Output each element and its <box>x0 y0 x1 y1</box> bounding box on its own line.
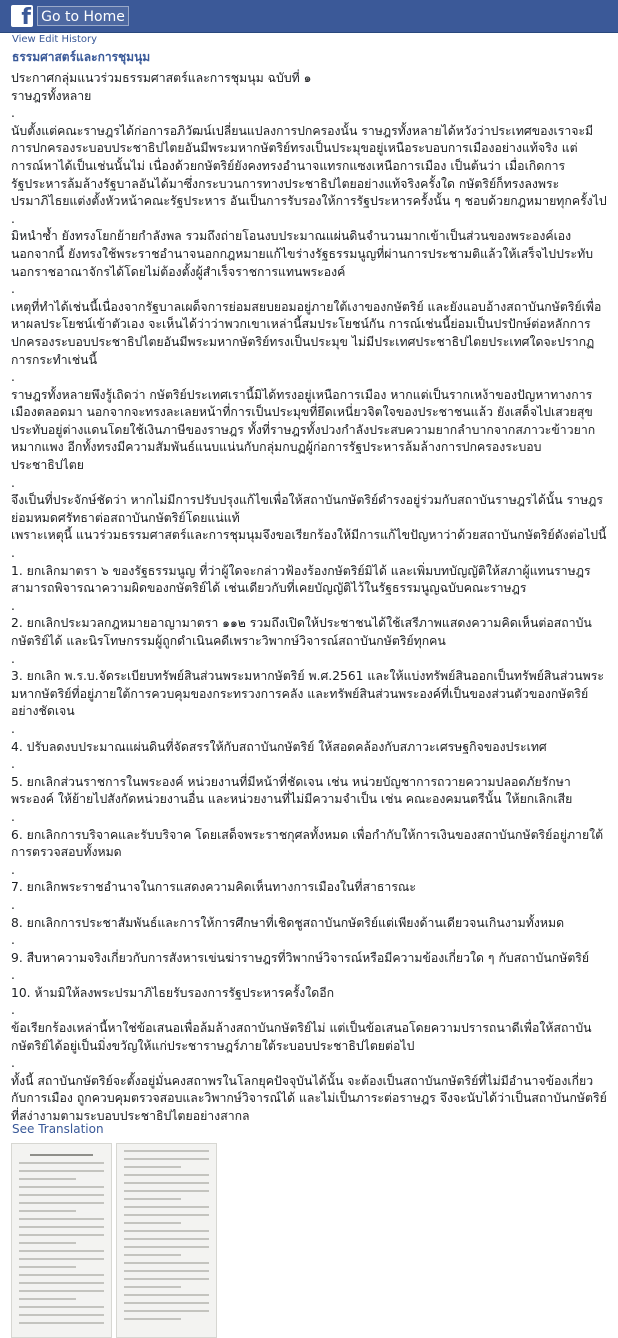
thumbnail-text-line <box>124 1174 209 1176</box>
attachment-thumbnail-2[interactable] <box>116 1143 217 1338</box>
thumbnail-text-line <box>19 1178 76 1180</box>
thumbnail-text-line <box>19 1170 104 1172</box>
thumbnail-text-line <box>124 1190 209 1192</box>
thumbnail-text-line <box>124 1294 209 1296</box>
post-paragraph: 2. ยกเลิกประมวลกฎหมายอาญามาตรา ๑๑๒ รวมถึงเปิดให้ประชาชนได้ใช้เสรีภาพแสดงความคิดเห็นต่อสถาบันกษัตริย์ได้ และนิรโทษกรรมผู้ถูกดำเนินคดีเพราะวิพากษ์วิจารณ์สถาบันกษัตริย์ทุกคน . <box>11 616 592 666</box>
thumbnail-text-line <box>124 1150 209 1152</box>
thumbnail-text-line <box>19 1314 104 1316</box>
thumbnail-text-line <box>124 1286 181 1288</box>
thumbnail-text-line <box>19 1202 104 1204</box>
post-paragraph: เหตุที่ทำได้เช่นนี้เนื่องจากรัฐบาลเผด็จการย่อมสยบยอมอยู่ภายใต้เงาของกษัตริย์ และยังแอบอ้างสถาบันกษัตริย์เพื่อหาผลประโยชน์เข้าตัวเอง จะเห็นได้ว่าว่าพวกเขาเหล่านี้สมประโยชน์กัน การณ์เช่นนี้ย่อมเป็นปรปักษ์ต่อหลักการปกครองระบอบประชาธิปไตยอันมีพระมหากษัตริย์ทรงเป็นประมุข ไม่มีประเทศประชาธิปไตยประเทศใดจะปรากฏการกระทำเช่นนี้ . <box>11 299 602 385</box>
post-body <box>11 70 607 1126</box>
thumbnail-text-line <box>19 1306 104 1308</box>
thumbnail-text-line <box>19 1290 104 1292</box>
post-paragraph: 6. ยกเลิกการบริจาคและรับบริจาค โดยเสด็จพระราชกุศลทั้งหมด เพื่อกำกับให้การเงินของสถาบันกษัตริย์อยู่ภายใต้การตรวจสอบทั้งหมด . <box>11 827 604 877</box>
thumbnail-text-line <box>19 1210 76 1212</box>
thumbnail-text-line <box>124 1182 209 1184</box>
thumbnail-text-line <box>124 1166 181 1168</box>
post-paragraph: 4. ปรับลดงบประมาณแผ่นดินที่จัดสรรให้กับสถาบันกษัตริย์ ให้สอดคล้องกับสภาวะเศรษฐกิจของประเทศ . <box>11 739 547 772</box>
thumbnail-text-line <box>124 1270 209 1272</box>
post-paragraph: ประกาศกลุ่มแนวร่วมธรรมศาสตร์และการชุมนุม ฉบับที่ ๑ ราษฎรทั้งหลาย . <box>11 71 312 121</box>
top-navigation-bar <box>0 0 618 33</box>
thumbnail-text-line <box>19 1274 104 1276</box>
thumbnail-text-line <box>124 1222 181 1224</box>
post-paragraph: ทั้งนี้ สถาบันกษัตริย์จะตั้งอยู่มั่นคงสถาพรในโลกยุคปัจจุบันได้นั้น จะต้องเป็นสถาบันกษัตริย์ที่ไม่มีอำนาจข้องเกี่ยวกับการเมือง ถูกควบคุมตรวจสอบและวิพากษ์วิจารณ์ได้ และไม่เป็นภาระต่อราษฎร จึงจะนับได้ว่าเป็นสถาบันกษัตริย์ที่สง่างามตามระบอบประชาธิปไตยอย่างสากล <box>11 1073 607 1124</box>
facebook-logo-icon[interactable]: f <box>11 5 33 27</box>
thumbnail-text-line <box>124 1262 209 1264</box>
thumbnail-text-line <box>124 1206 209 1208</box>
attachment-thumbnail-1[interactable] <box>11 1143 112 1338</box>
thumbnail-text-line <box>124 1246 209 1248</box>
post-paragraph: 3. ยกเลิก พ.ร.บ.จัดระเบียบทรัพย์สินส่วนพระมหากษัตริย์ พ.ศ.2561 และให้แบ่งทรัพย์สินออกเป็นทรัพย์สินส่วนพระมหากษัตริย์ที่อยู่ภายใต้การควบคุมของกระทรวงการคลัง และทรัพย์สินส่วนพระองค์ที่เป็นของส่วนตัวของกษัตริย์อย่างชัดเจน . <box>11 669 604 736</box>
thumbnail-text-line <box>19 1298 76 1300</box>
thumbnail-text-line <box>19 1226 104 1228</box>
post-paragraph: นับตั้งแต่คณะราษฎรได้ก่อการอภิวัฒน์เปลี่ยนแปลงการปกครองนั้น ราษฎรทั้งหลายได้หวังว่าประเทศของเราจะมีการปกครองระบอบประชาธิปไตยอันมีพระมหากษัตริย์ทรงเป็นประมุขอยู่เหนือระบอบการเมืองอย่างแท้จริง แต่การณ์หาได้เป็นเช่นนั้นไม่ เนื่องด้วยกษัตริย์ยังคงทรงอำนาจแทรกแซงเหนือการเมือง เป็นต้นว่า เมื่อเกิดการรัฐประหารล้มล้างรัฐบาลอันได้มาซึ่งกระบวนการทางประชาธิปไตยอย่างแท้จริงครั้งใด กษัตริย์ก็ทรงลงพระปรมาภิไธยแต่งตั้งหัวหน้าคณะรัฐประหาร อันเป็นการรับรองให้การรัฐประหารครั้งนั้น ๆ ชอบด้วยกฎหมายทุกครั้งไป . <box>11 123 607 226</box>
post-paragraph: 5. ยกเลิกส่วนราชการในพระองค์ หน่วยงานที่มีหน้าที่ชัดเจน เช่น หน่วยบัญชาการถวายความปลอดภัยรักษาพระองค์ ให้ย้ายไปสังกัดหน่วยงานอื่น และหน่วยงานที่ไม่มีความจำเป็น เช่น คณะองคมนตรีนั้น ให้ยกเลิกเสีย . <box>11 774 573 824</box>
thumbnail-text-line <box>124 1198 181 1200</box>
post-paragraph: จึงเป็นที่ประจักษ์ชัดว่า หากไม่มีการปรับปรุงแก้ไขเพื่อให้สถาบันกษัตริย์ดำรงอยู่ร่วมกับสถาบันราษฎรได้นั้น ราษฎรย่อมหมดศรัทธาต่อสถาบันกษัตริย์โดยแน่แท้ เพราะเหตุนี้ แนวร่วมธรรมศาสตร์และการชุมนุมจึงขอเรียกร้องให้มีการแก้ไขปัญหาว่าด้วยสถาบันกษัตริย์ดังต่อไปนี้ . <box>11 493 607 561</box>
see-translation-link[interactable]: See Translation <box>12 1122 104 1136</box>
thumbnail-text-line <box>124 1254 181 1256</box>
post-paragraph: 7. ยกเลิกพระราชอำนาจในการแสดงความคิดเห็นทางการเมืองในที่สาธารณะ . <box>11 880 416 912</box>
post-paragraph: 10. ห้ามมิให้ลงพระปรมาภิไธยรับรองการรัฐประหารครั้งใดอีก . <box>11 985 335 1018</box>
post-paragraph: ราษฎรทั้งหลายพึงรู้เถิดว่า กษัตริย์ประเทศเรานี้มิได้ทรงอยู่เหนือการเมือง หากแต่เป็นรากเหง้าของปัญหาทางการเมืองตลอดมา นอกจากจะทรงละเลยหน้าที่การเป็นประมุขที่ยึดเหนี่ยวจิตใจของประชาชนแล้ว ยังเสด็จไปเสวยสุขประทับอยู่ต่างแดนโดยใช้เงินภาษีของราษฎร ทั้งที่ราษฎรทั้งปวงกำลังประสบความยากลำบากจากสภาวะข้าวยากหมากแพง อีกทั้งทรงมีความสัมพันธ์แนบแน่นกับกลุ่มกบฏผู้ก่อการรัฐประหารล้มล้างการปกครองระบอบประชาธิปไตย . <box>11 387 596 490</box>
thumbnail-text-line <box>30 1154 93 1156</box>
post-paragraph: 1. ยกเลิกมาตรา ๖ ของรัฐธรรมนูญ ที่ว่าผู้ใดจะกล่าวฟ้องร้องกษัตริย์มิได้ และเพิ่มบทบัญญัติให้สภาผู้แทนราษฎรสามารถพิจารณาความผิดของกษัตริย์ได้ เช่นเดียวกับที่เคยบัญญัติไว้ในรัฐธรรมนูญฉบับคณะราษฎร . <box>11 563 591 613</box>
thumbnail-text-line <box>124 1238 209 1240</box>
thumbnail-text-line <box>19 1322 104 1324</box>
go-to-home-button[interactable]: Go to Home <box>37 6 129 26</box>
thumbnail-text-line <box>124 1278 209 1280</box>
thumbnail-text-line <box>19 1258 104 1260</box>
post-paragraph: 8. ยกเลิกการประชาสัมพันธ์และการให้การศึกษาที่เชิดชูสถาบันกษัตริย์แต่เพียงด้านเดียวจนเกินงามทั้งหมด . <box>11 915 565 948</box>
thumbnail-text-line <box>124 1158 209 1160</box>
thumbnail-text-line <box>124 1310 209 1312</box>
thumbnail-text-line <box>19 1282 104 1284</box>
view-edit-history-link[interactable]: View Edit History <box>12 34 98 45</box>
thumbnail-text-line <box>19 1186 104 1188</box>
thumbnail-text-line <box>124 1214 209 1216</box>
thumbnail-text-line <box>124 1230 209 1232</box>
thumbnail-text-line <box>19 1194 104 1196</box>
thumbnail-text-line <box>19 1250 104 1252</box>
post-paragraph: มิหนำซ้ำ ยังทรงโยกย้ายกำลังพล รวมถึงถ่ายโอนงบประมาณแผ่นดินจำนวนมากเข้าเป็นส่วนของพระองค์เองนอกจากนี้ ยังทรงใช้พระราชอำนาจนอกกฎหมายแก้ไขร่างรัฐธรรมนูญที่ผ่านการประชามติแล้วให้เสร็จไปประทับนอกราชอาณาจักรได้โดยไม่ต้องตั้งผู้สำเร็จราชการแทนพระองค์ . <box>11 229 594 297</box>
post-paragraph: ข้อเรียกร้องเหล่านี้หาใช่ข้อเสนอเพื่อล้มล้างสถาบันกษัตริย์ไม่ แต่เป็นข้อเสนอโดยความปรารถนาดีเพื่อให้สถาบันกษัตริย์ได้อยู่เป็นมิ่งขวัญให้แก่ประชาราษฎร์ภายใต้ระบอบประชาธิปไตยต่อไป . <box>11 1021 592 1071</box>
thumbnail-text-line <box>19 1266 76 1268</box>
thumbnail-text-line <box>19 1242 76 1244</box>
thumbnail-text-line <box>19 1218 104 1220</box>
page-name-link[interactable]: ธรรมศาสตร์และการชุมนุม <box>12 50 151 64</box>
thumbnail-text-line <box>19 1234 104 1236</box>
thumbnail-text-line <box>124 1302 209 1304</box>
thumbnail-text-line <box>19 1162 104 1164</box>
thumbnail-text-line <box>124 1318 181 1320</box>
post-paragraph: 9. สืบหาความจริงเกี่ยวกับการสังหารเข่นฆ่าราษฎรที่วิพากษ์วิจารณ์หรือมีความข้องเกี่ยวใด ๆ กับสถาบันกษัตริย์ . <box>11 950 590 983</box>
